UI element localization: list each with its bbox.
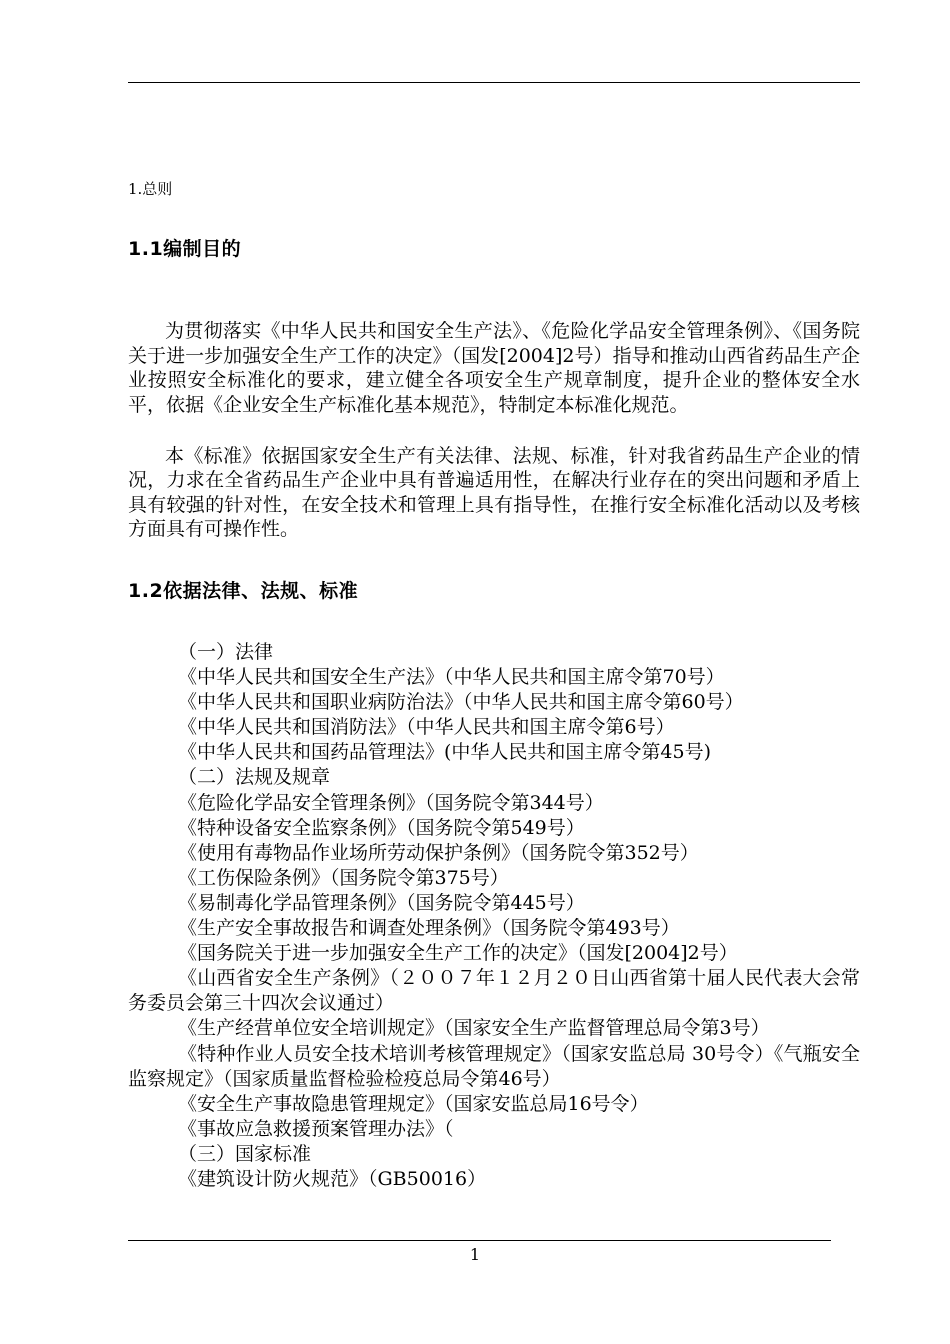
- list-item: （三）国家标准: [178, 1142, 312, 1165]
- list-item: 《特种作业人员安全技术培训考核管理规定》（国家安监总局 30号令）《气瓶安全监察规定》（国家质量监督检验检疫总局令第46号）: [128, 1042, 860, 1090]
- list-item: 《中华人民共和国消防法》（中华人民共和国主席令第6号）: [178, 716, 675, 739]
- list-item: 《生产安全事故报告和调查处理条例》（国务院令第493号）: [178, 917, 680, 940]
- list-item: （二）法规及规章: [178, 766, 331, 789]
- reference-list: [128, 640, 860, 1192]
- list-item: 《使用有毒物品作业场所劳动保护条例》（国务院令第352号）: [178, 841, 699, 864]
- list-item: 《危险化学品安全管理条例》（国务院令第344号）: [178, 791, 604, 814]
- list-item: （一）法律: [178, 641, 274, 663]
- paragraph-purpose: 为贯彻落实《中华人民共和国安全生产法》、《危险化学品安全管理条例》、《国务院关于进一步加强安全生产工作的决定》（国发[2004]2号）指导和推动山西省药品生产企业按照安全标准化的要求，建立健全各项安全生产规章制度，提升企业的整体安全水平，依据《企业安全生产标准化基本规范》，特制定本标准化规范。: [128, 320, 860, 416]
- list-item: 《中华人民共和国药品管理法》(中华人民共和国主席令第45号): [178, 741, 712, 764]
- list-item: 《工伤保险条例》（国务院令第375号）: [178, 866, 509, 889]
- header-rule: [128, 82, 860, 83]
- list-item: 《安全生产事故隐患管理规定》（国家安监总局16号令）: [178, 1092, 649, 1115]
- paragraph-scope: 本《标准》依据国家安全生产有关法律、法规、标准，针对我省药品生产企业的情况，力求在全省药品生产企业中具有普遍适用性，在解决行业存在的突出问题和矛盾上具有较强的针对性，在安全技术和管理上具有指导性，在推行安全标准化活动以及考核方面具有可操作性。: [128, 444, 860, 540]
- list-item: 《山西省安全生产条例》（２００７年１２月２０日山西省第十届人民代表大会常务委员会第三十四次会议通过）: [128, 967, 860, 1015]
- list-item: 《中华人民共和国职业病防治法》（中华人民共和国主席令第60号）: [178, 691, 744, 714]
- footer-rule: [128, 1240, 831, 1241]
- list-item: 《国务院关于进一步加强安全生产工作的决定》（国发[2004]2号）: [178, 942, 738, 965]
- list-item: 《事故应急救援预案管理办法》（: [178, 1117, 454, 1140]
- heading-1-1: 1.1编制目的: [128, 238, 242, 260]
- list-item: 《易制毒化学品管理条例》（国务院令第445号）: [178, 891, 585, 914]
- page-number: 1: [469, 1245, 481, 1264]
- section-title: 1.总则: [128, 180, 173, 198]
- list-item: 《特种设备安全监察条例》（国务院令第549号）: [178, 816, 585, 839]
- heading-1-2: 1.2依据法律、法规、标准: [128, 580, 359, 602]
- list-item: 《建筑设计防火规范》（GB50016）: [178, 1167, 487, 1190]
- list-item: 《中华人民共和国安全生产法》（中华人民共和国主席令第70号）: [178, 666, 725, 689]
- list-item: 《生产经营单位安全培训规定》（国家安全生产监督管理总局令第3号）: [178, 1017, 770, 1040]
